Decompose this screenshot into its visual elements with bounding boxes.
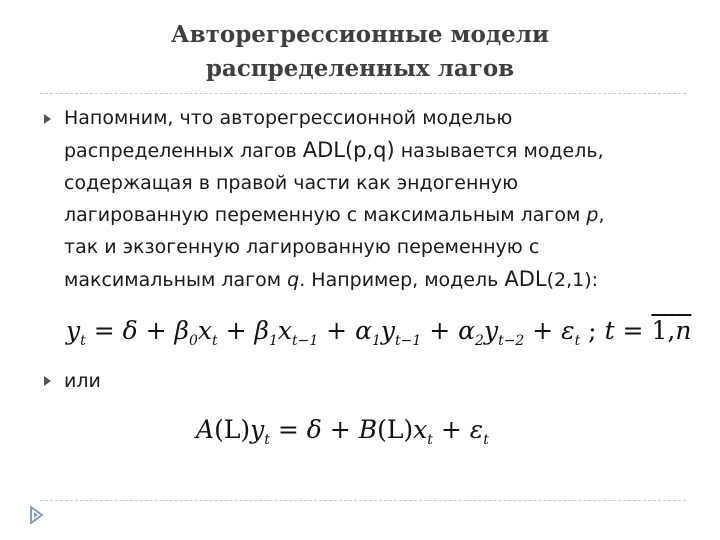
text-line: Напомним, что авторегрессионной моделью bbox=[64, 107, 513, 129]
text-line: лагированную переменную с максимальным лагом p, bbox=[64, 204, 605, 226]
title-line-2: распределенных лагов bbox=[205, 55, 515, 82]
text-line: максимальным лагом q. Например, модель ADL(2,1): bbox=[64, 267, 599, 291]
text-line: содержащая в правой части как эндогенную bbox=[64, 172, 519, 194]
bullet-text: или bbox=[64, 370, 101, 392]
title-line-1: Авторегрессионные модели bbox=[170, 21, 550, 48]
bullet-paragraph bbox=[64, 102, 694, 296]
text-line: так и экзогенную лагированную переменную с bbox=[64, 236, 540, 258]
slide-title bbox=[0, 18, 720, 86]
triangle-bullet-icon bbox=[44, 114, 51, 124]
adl-formula: $y_t = \delta + \beta_0x_t + \beta_1x_{t-1} + \alpha_1y_{t-1} + \alpha_2y_{t-2} + \varepsilon_t$ ; t = 1,n bbox=[66, 316, 692, 349]
text-line: распределенных лагов ADL(p,q) называется модель, bbox=[64, 138, 604, 162]
slide-nav-icon[interactable] bbox=[29, 506, 43, 524]
lag-operator-formula: $A(L)y_t = \delta + B(L)x_t + \varepsilon_t$ bbox=[196, 415, 489, 448]
triangle-bullet-icon bbox=[44, 376, 51, 386]
title-divider bbox=[40, 93, 686, 94]
footer-divider bbox=[40, 500, 686, 501]
